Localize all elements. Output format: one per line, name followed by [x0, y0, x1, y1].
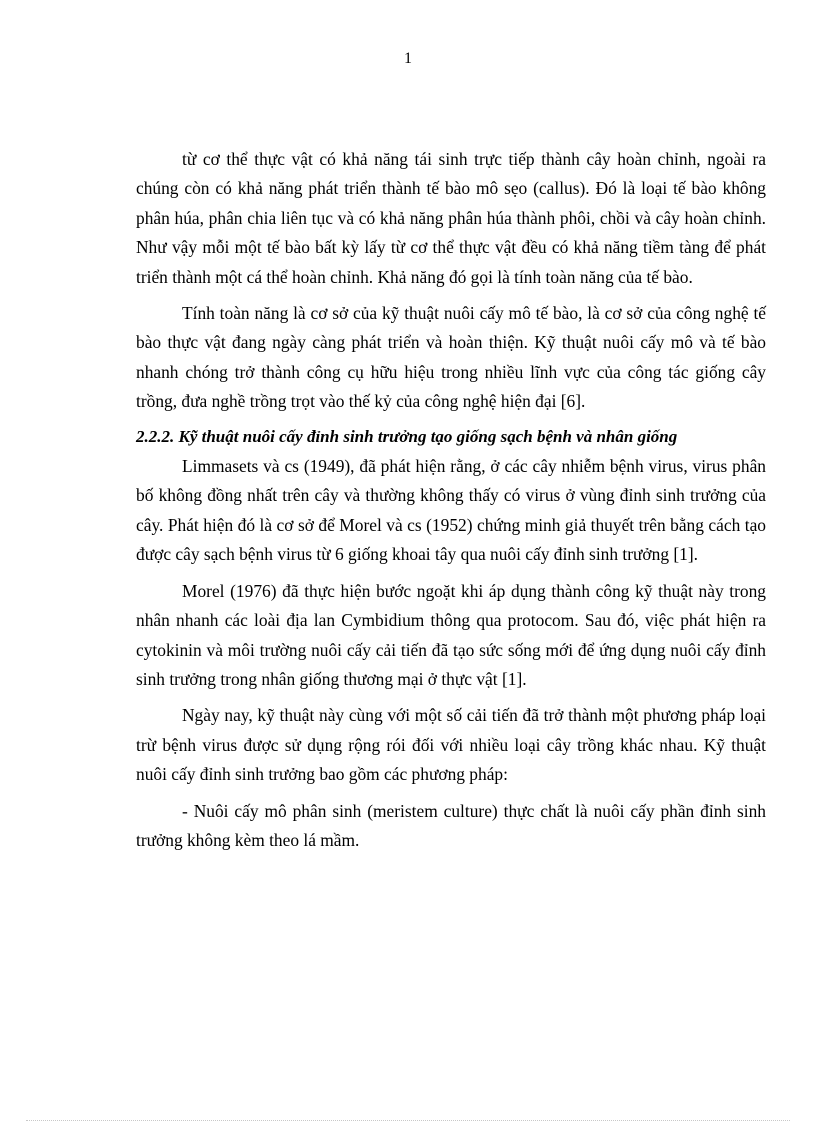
page-bottom-divider: [26, 1120, 790, 1121]
body-paragraph: Tính toàn năng là cơ sở của kỹ thuật nuôi cấy mô tế bào, là cơ sở của công nghệ tế bào thực vật đang ngày càng phát triển và hoàn thiện. Kỹ thuật nuôi cấy mô và tế bào nhanh chóng trở thành công cụ hữu hiệu trong nhiều lĩnh vực của công tác giống cây trồng, đưa nghề trồng trọt vào thế kỷ của công nghệ hiện đại [6].: [136, 303, 766, 412]
body-paragraph: - Nuôi cấy mô phân sinh (meristem culture) thực chất là nuôi cấy phần đỉnh sinh trưởng không kèm theo lá mầm.: [136, 800, 766, 850]
body-paragraph: Ngày nay, kỹ thuật này cùng với một số cải tiến đã trở thành một phương pháp loại trừ bệnh virus được sử dụng rộng rói đối với nhiều loại cây trồng khác nhau. Kỹ thuật nuôi cấy đỉnh sinh trưởng bao gồm các phương pháp:: [136, 705, 766, 785]
section-heading: 2.2.2. Kỹ thuật nuôi cấy đỉnh sinh trưởng tạo giống sạch bệnh và nhân giống: [136, 426, 678, 446]
page-number: 1: [404, 50, 412, 67]
body-paragraph: Limmasets và cs (1949), đã phát hiện rằng, ở các cây nhiễm bệnh virus, virus phân bố không đồng nhất trên cây và thường không thấy có virus ở vùng đỉnh sinh trưởng của cây. Phát hiện đó là cơ sở để Morel và cs (1952) chứng minh giả thuyết trên bằng cách tạo được cây sạch bệnh virus từ 6 giống khoai tây qua nuôi cấy đỉnh sinh trưởng [1].: [136, 456, 766, 565]
body-paragraph: từ cơ thể thực vật có khả năng tái sinh trực tiếp thành cây hoàn chỉnh, ngoài ra chúng còn có khả năng phát triển thành tế bào mô sẹo (callus). Đó là loại tế bào không phân húa, phân chia liên tục và có khả năng phân húa thành phôi, chồi và cây hoàn chỉnh. Như vậy mỗi một tế bào bất kỳ lấy từ cơ thể thực vật đều có khả năng tiềm tàng để phát triển thành một cá thể hoàn chỉnh. Khả năng đó gọi là tính toàn năng của tế bào.: [136, 149, 766, 287]
document-body: [136, 145, 766, 855]
body-paragraph: Morel (1976) đã thực hiện bước ngoặt khi áp dụng thành công kỹ thuật này trong nhân nhanh các loài địa lan Cymbidium thông qua protocom. Sau đó, việc phát hiện ra cytokinin và môi trường nuôi cấy cải tiến đã tạo sức sống mới để ứng dụng nuôi cấy đỉnh sinh trưởng trong nhân giống thương mại ở thực vật [1].: [136, 580, 766, 689]
